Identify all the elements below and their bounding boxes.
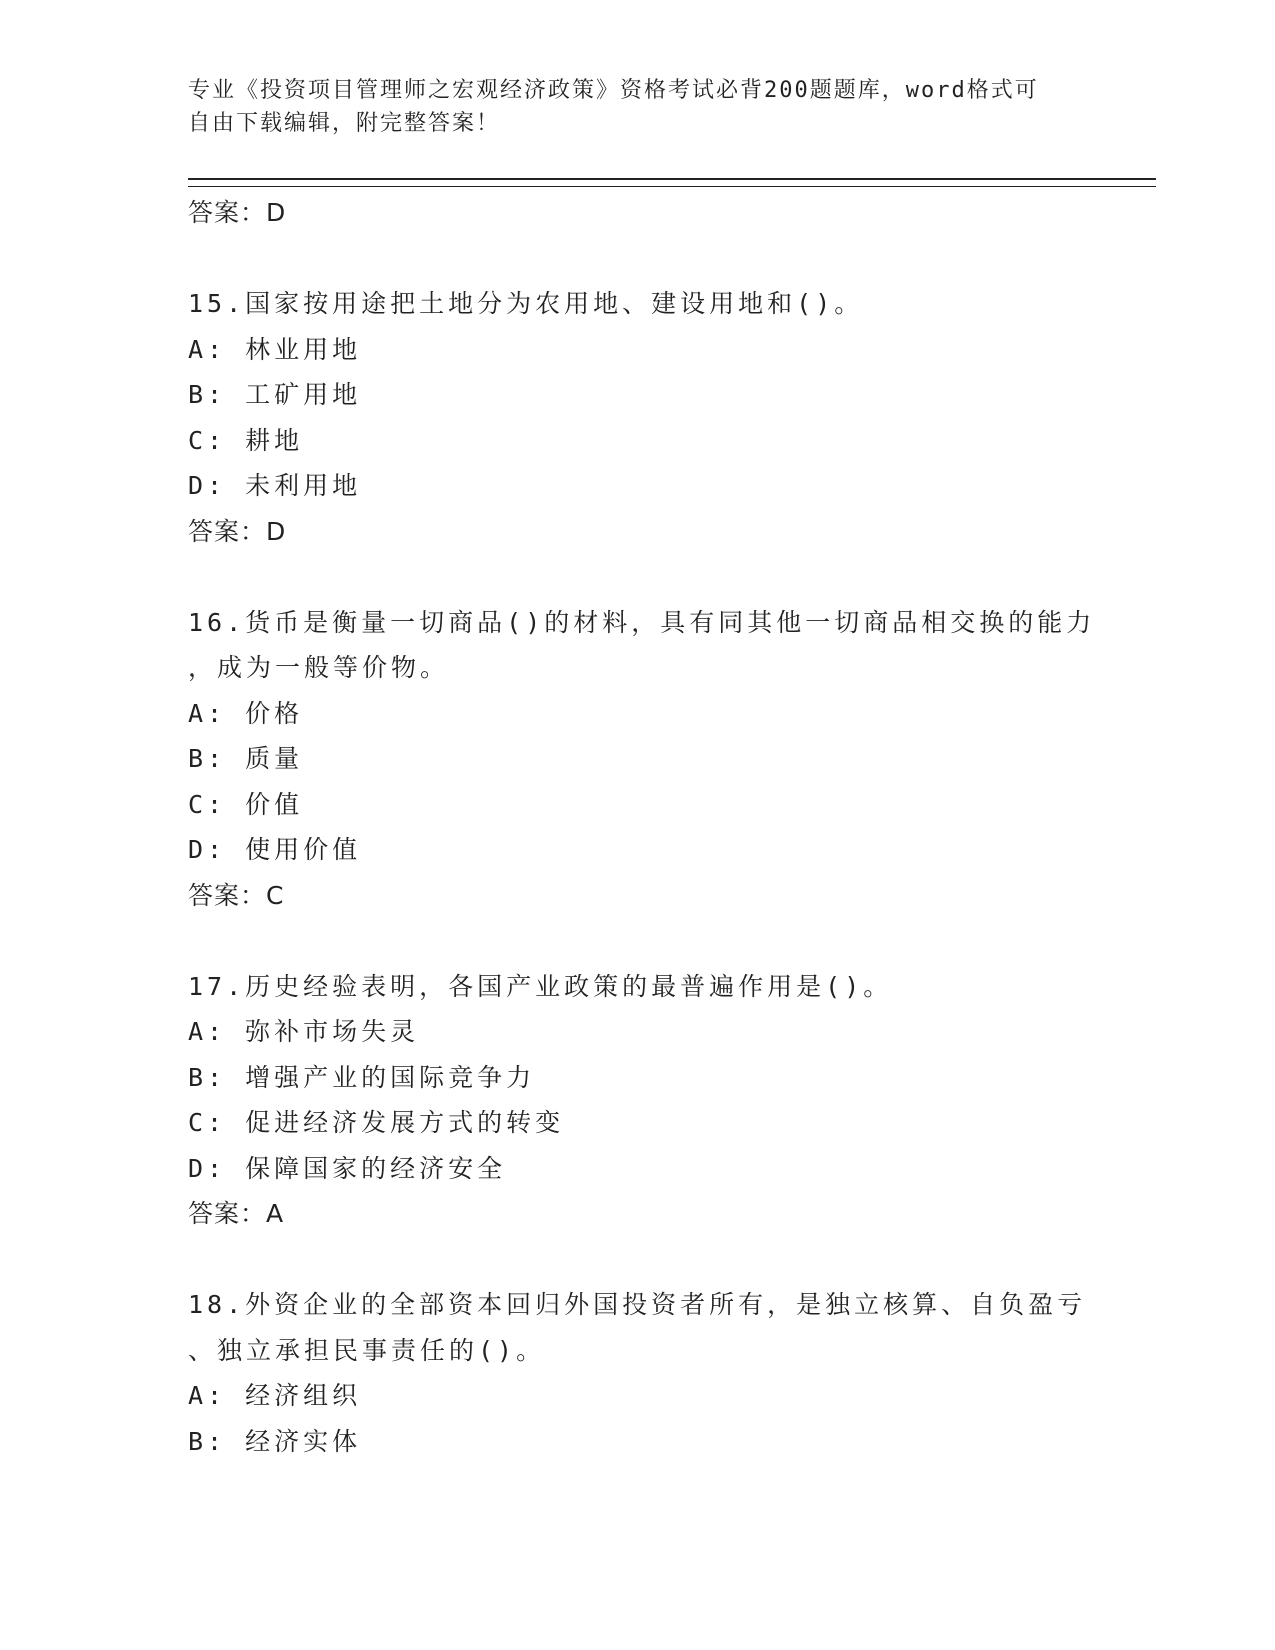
header-divider: [188, 178, 1156, 187]
option-c: C: 耕地: [188, 425, 304, 455]
option-c: C: 价值: [188, 789, 304, 819]
question-stem-continued: ，成为一般等价物。: [188, 653, 450, 682]
answer-line: 答案：D: [188, 198, 287, 227]
answer-line: 答案：D: [188, 516, 287, 546]
option-d: D: 未利用地: [188, 471, 362, 500]
answer-line: 答案：A: [188, 1199, 285, 1228]
document-header: [188, 74, 1088, 140]
option-d: D: 使用价值: [188, 835, 362, 864]
option-d: D: 保障国家的经济安全: [188, 1153, 507, 1183]
question-stem: 15.国家按用途把土地分为农用地、建设用地和()。: [188, 289, 864, 318]
question-stem: 16.货币是衡量一切商品()的材料，具有同其他一切商品相交换的能力: [188, 607, 1096, 637]
question-block: [188, 281, 1088, 554]
option-a: A: 价格: [188, 698, 304, 728]
question-list: [188, 190, 1096, 1464]
answer-line: 答案：C: [188, 880, 285, 910]
header-line-1: 专业《投资项目管理师之宏观经济政策》资格考试必背200题题库，word格式可: [188, 78, 1039, 103]
option-b: B: 质量: [188, 744, 304, 773]
option-b: B: 经济实体: [188, 1426, 362, 1456]
question-block: [188, 600, 1096, 919]
header-line-2: 自由下载编辑，附完整答案！: [188, 111, 501, 136]
question-stem: 18.外资企业的全部资本回归外国投资者所有，是独立核算、自负盈亏: [188, 1290, 1087, 1319]
spacer: [188, 1237, 1088, 1283]
question-block: [188, 964, 1088, 1237]
spacer: [188, 918, 1088, 964]
spacer: [188, 554, 1088, 600]
option-c: C: 促进经济发展方式的转变: [188, 1108, 565, 1137]
option-a: A: 弥补市场失灵: [188, 1017, 420, 1046]
spacer: [188, 236, 1088, 282]
option-a: A: 林业用地: [188, 334, 362, 364]
question-block: [188, 1282, 1088, 1464]
question-stem: 17.历史经验表明，各国产业政策的最普遍作用是()。: [188, 971, 893, 1001]
question-stem-continued: 、独立承担民事责任的()。: [188, 1335, 546, 1365]
option-b: B: 增强产业的国际竞争力: [188, 1062, 536, 1092]
option-b: B: 工矿用地: [188, 380, 362, 409]
option-a: A: 经济组织: [188, 1381, 362, 1410]
